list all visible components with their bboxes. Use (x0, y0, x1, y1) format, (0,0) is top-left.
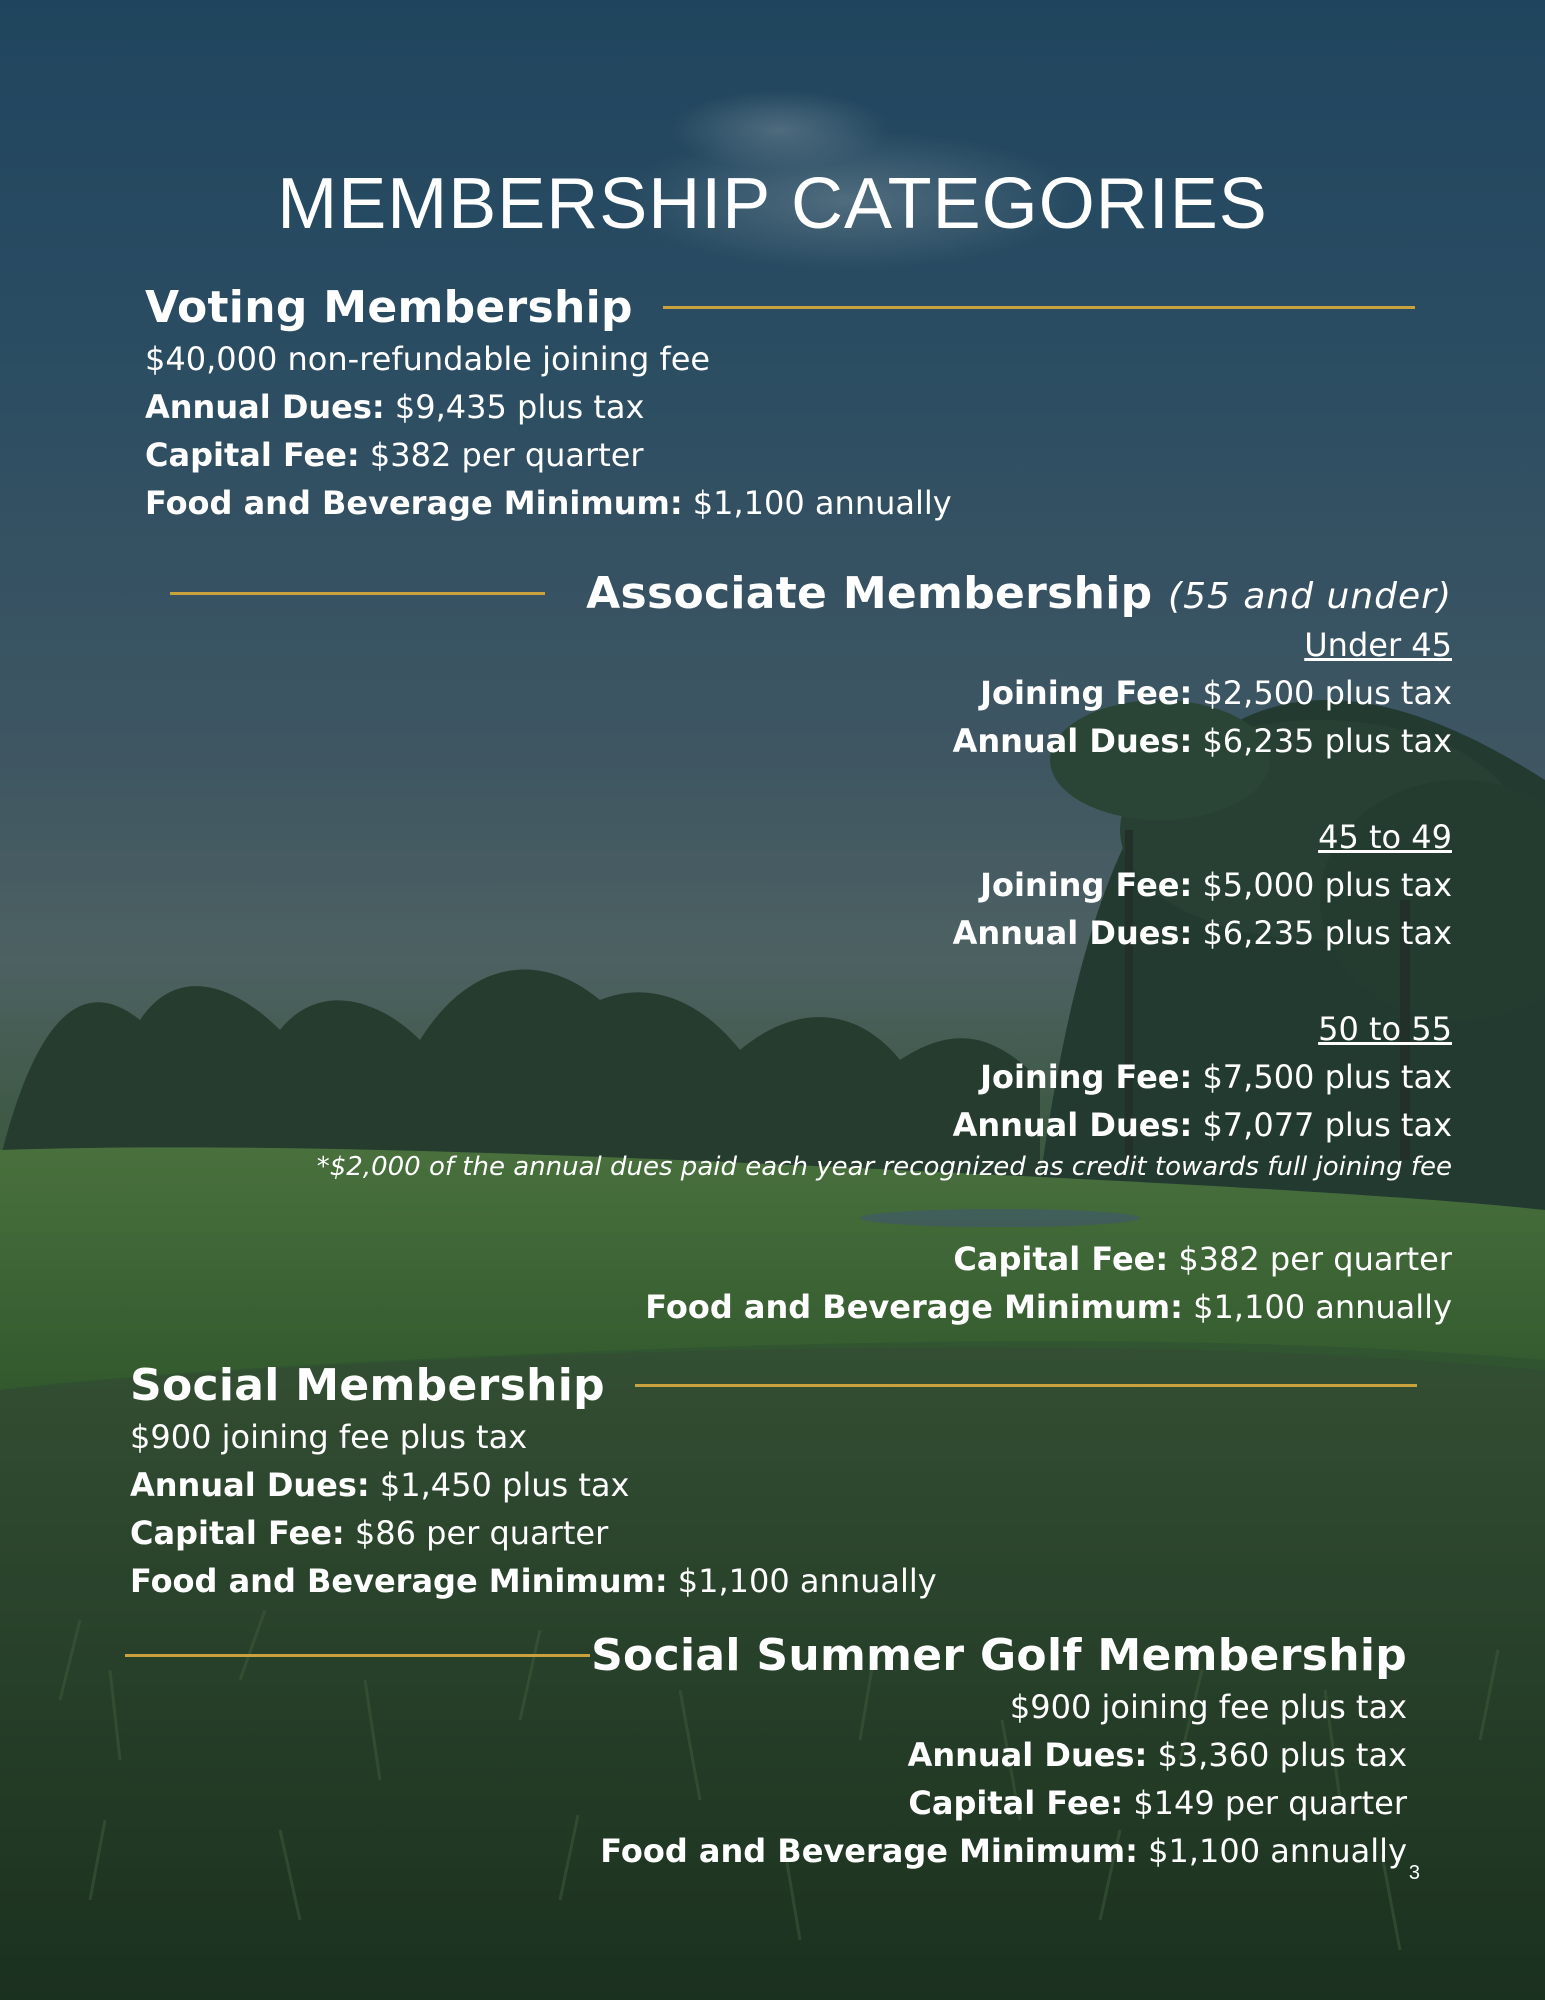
fb-minimum-line: Food and Beverage Minimum: $1,100 annually (645, 1288, 1452, 1326)
social-membership-section (130, 1360, 1402, 1605)
annual-dues-line: Annual Dues: $9,435 plus tax (145, 388, 645, 426)
associate-membership-section (170, 568, 1452, 1331)
capital-fee-line: Capital Fee: $149 per quarter (908, 1784, 1407, 1822)
joining-fee-line: $900 joining fee plus tax (130, 1418, 528, 1456)
capital-fee-line: Capital Fee: $86 per quarter (130, 1514, 609, 1552)
credit-footnote: *$2,000 of the annual dues paid each year recognized as credit towards full joining fee (316, 1152, 1452, 1182)
gold-rule (635, 1384, 1417, 1387)
fb-minimum-line: Food and Beverage Minimum: $1,100 annually (130, 1562, 937, 1600)
annual-dues-line: Annual Dues: $3,360 plus tax (907, 1736, 1407, 1774)
joining-fee-line: Joining Fee: $7,500 plus tax (980, 1058, 1452, 1096)
annual-dues-line: Annual Dues: $6,235 plus tax (952, 722, 1452, 760)
annual-dues-line: Annual Dues: $6,235 plus tax (952, 914, 1452, 952)
voting-membership-heading: Voting Membership (145, 282, 633, 333)
age-bracket-heading: 50 to 55 (1318, 1010, 1452, 1048)
page-title: MEMBERSHIP CATEGORIES (277, 164, 1268, 244)
gold-rule (170, 592, 545, 595)
age-bracket-heading: 45 to 49 (1318, 818, 1452, 856)
social-summer-golf-heading: Social Summer Golf Membership (591, 1630, 1407, 1681)
annual-dues-line: Annual Dues: $7,077 plus tax (952, 1106, 1452, 1144)
joining-fee-line: Joining Fee: $5,000 plus tax (980, 866, 1452, 904)
fb-minimum-line: Food and Beverage Minimum: $1,100 annually (145, 484, 952, 522)
fb-minimum-line: Food and Beverage Minimum: $1,100 annually (600, 1832, 1407, 1870)
joining-fee-line: Joining Fee: $2,500 plus tax (980, 674, 1452, 712)
age-bracket-heading: Under 45 (1304, 626, 1452, 664)
gold-rule (663, 306, 1415, 309)
joining-fee-line: $900 joining fee plus tax (1009, 1688, 1407, 1726)
gold-rule (125, 1654, 590, 1657)
social-membership-heading: Social Membership (130, 1360, 605, 1411)
voting-membership-section (145, 282, 1401, 527)
annual-dues-line: Annual Dues: $1,450 plus tax (130, 1466, 630, 1504)
joining-fee-line: $40,000 non-refundable joining fee (145, 340, 711, 378)
capital-fee-line: Capital Fee: $382 per quarter (145, 436, 644, 474)
social-summer-golf-section (125, 1630, 1407, 1875)
capital-fee-line: Capital Fee: $382 per quarter (953, 1240, 1452, 1278)
associate-membership-heading: Associate Membership (55 and under) (586, 568, 1452, 619)
page-number: 3 (1408, 1862, 1420, 1884)
